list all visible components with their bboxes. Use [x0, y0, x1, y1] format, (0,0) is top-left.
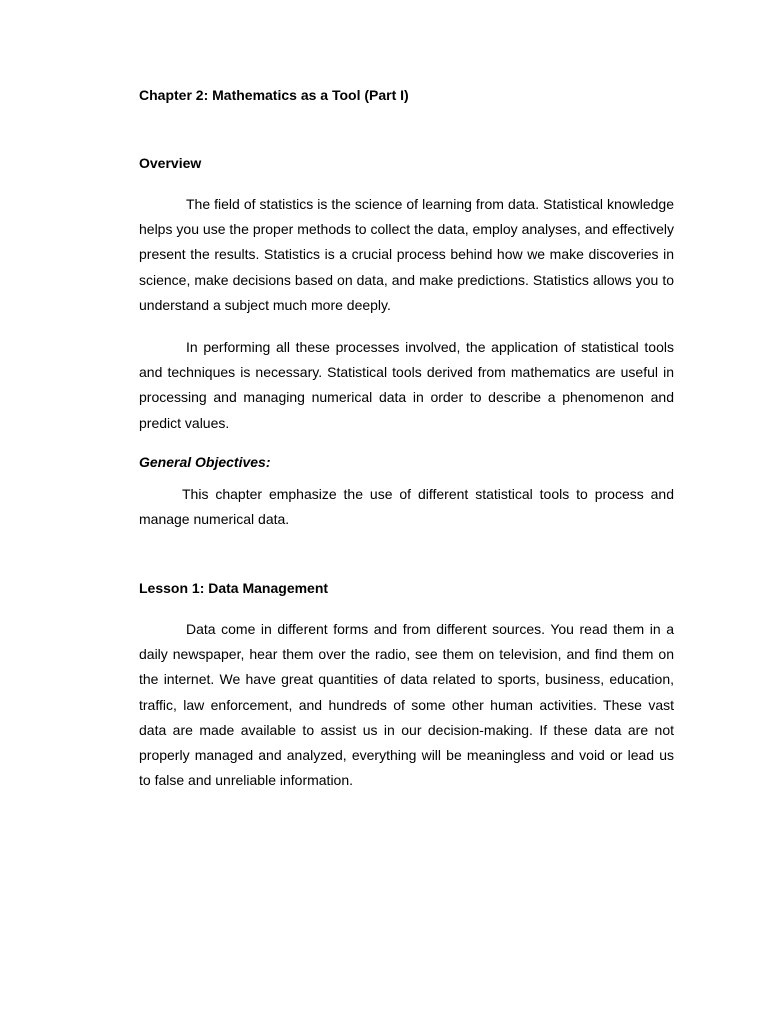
overview-paragraph-2: In performing all these processes involved, the application of statistical tools and techniques is necessary. Statistical tools derived from mathematics are useful in processing and managing numerical data in order to describe a phenomenon and predict values.	[139, 339, 674, 431]
page-content	[139, 84, 674, 793]
general-objectives-heading: General Objectives:	[139, 453, 271, 470]
lesson-1-heading: Lesson 1: Data Management	[139, 580, 329, 597]
overview-heading: Overview	[139, 155, 202, 171]
general-objectives-paragraph: This chapter emphasize the use of different statistical tools to process and manage numerical data.	[139, 485, 674, 528]
lesson-1-paragraph: Data come in different forms and from different sources. You read them in a daily newspaper, hear them over the radio, see them on television, and find them on the internet. We have great quantities of data related to sports, business, education, traffic, law enforcement, and hundreds of some other human activities. These vast data are made available to assist us in our decision-making. If these data are not properly managed and analyzed, everything will be meaningless and void or lead us to false and unreliable information.	[139, 621, 674, 788]
overview-paragraph-1: The field of statistics is the science of learning from data. Statistical knowledge helps you use the proper methods to collect the data, employ analyses, and effectively present the results. Statistics is a crucial process behind how we make discoveries in science, make decisions based on data, and make predictions. Statistics allows you to understand a subject much more deeply.	[139, 196, 674, 313]
chapter-title: Chapter 2: Mathematics as a Tool (Part I)	[139, 87, 409, 103]
